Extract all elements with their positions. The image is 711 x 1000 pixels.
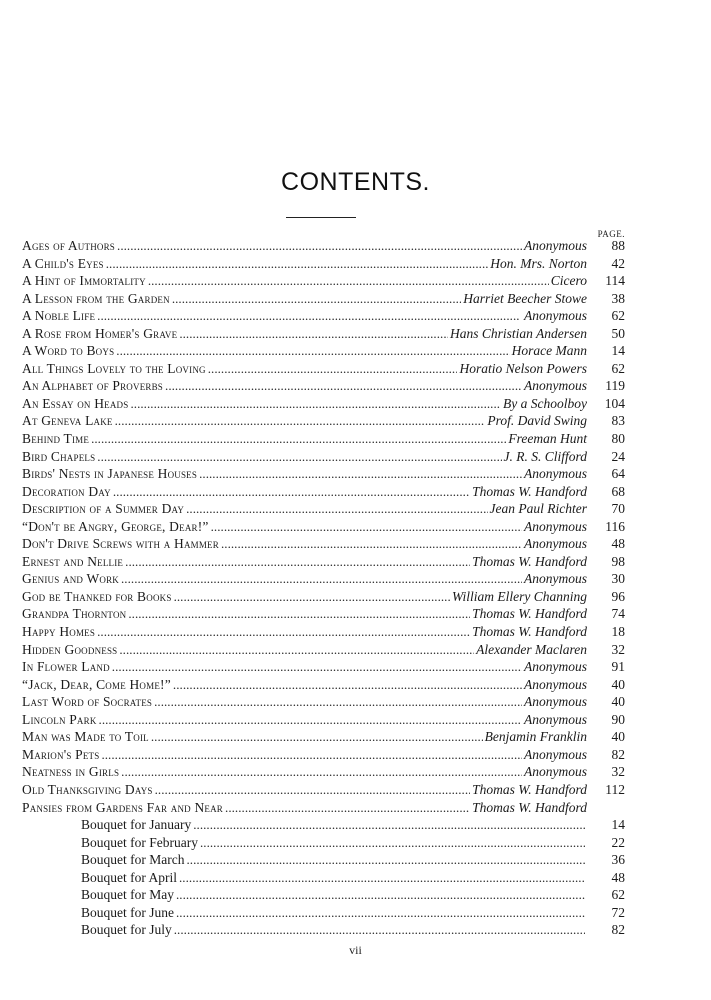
- dot-leader: [221, 535, 522, 553]
- toc-subentry: [22, 904, 625, 922]
- toc-entry: [22, 570, 625, 588]
- toc-entry: [22, 711, 625, 729]
- entry-title: Lincoln Park: [22, 711, 97, 727]
- entry-title: Happy Homes: [22, 624, 96, 640]
- toc-subentry: [22, 851, 625, 869]
- entry-title: Decoration Day: [22, 483, 111, 499]
- toc-entry: [22, 272, 625, 290]
- entry-title: Marion's Pets: [22, 746, 100, 762]
- entry-page-number: 32: [611, 764, 625, 780]
- entry-page-number: 91: [611, 659, 625, 675]
- page-column-label: PAGE.: [597, 229, 625, 239]
- dot-leader: [121, 570, 522, 588]
- toc-entry: [22, 360, 625, 378]
- entry-page-number: 83: [611, 413, 625, 429]
- entry-page-number: 40: [611, 729, 625, 745]
- entry-title: God be Thanked for Books: [22, 588, 172, 604]
- toc-subentry: [22, 834, 625, 852]
- entry-author: Horace Mann: [511, 343, 587, 359]
- entry-page-number: 72: [611, 904, 625, 920]
- toc-entry: [22, 518, 625, 536]
- dot-leader: [172, 290, 461, 308]
- table-of-contents: [22, 237, 625, 939]
- toc-entry: [22, 781, 625, 799]
- entry-title: Bouquet for February: [81, 834, 198, 850]
- entry-title: Ernest and Nellie: [22, 553, 124, 569]
- toc-entry: [22, 448, 625, 466]
- dot-leader: [115, 412, 486, 430]
- entry-page-number: 70: [611, 501, 625, 517]
- entry-page-number: 82: [611, 922, 625, 938]
- entry-title: “Jack, Dear, Come Home!”: [22, 676, 171, 692]
- entry-author: Benjamin Franklin: [484, 729, 587, 745]
- entry-author: Alexander Maclaren: [476, 641, 587, 657]
- dot-leader: [116, 342, 509, 360]
- entry-title: Genius and Work: [22, 571, 119, 587]
- dot-leader: [117, 237, 522, 255]
- entry-title: Behind Time: [22, 431, 90, 447]
- toc-entry: [22, 325, 625, 343]
- dot-leader: [154, 693, 522, 711]
- toc-entry: [22, 641, 625, 659]
- entry-author: Anonymous: [524, 536, 587, 552]
- dot-leader: [174, 588, 450, 606]
- entry-page-number: 18: [611, 624, 625, 640]
- toc-entry: [22, 255, 625, 273]
- dot-leader: [151, 728, 483, 746]
- entry-author: Harriet Beecher Stowe: [463, 290, 587, 306]
- toc-entry: [22, 763, 625, 781]
- entry-page-number: 14: [611, 817, 625, 833]
- entry-title: Don't Drive Screws with a Hammer: [22, 536, 219, 552]
- entry-title: Pansies from Gardens Far and Near: [22, 799, 224, 815]
- dot-leader: [106, 255, 488, 273]
- entry-page-number: 119: [605, 378, 625, 394]
- toc-entry: [22, 746, 625, 764]
- entry-page-number: 32: [611, 641, 625, 657]
- dot-leader: [97, 448, 501, 466]
- entry-page-number: 48: [611, 869, 625, 885]
- toc-entry: [22, 412, 625, 430]
- dot-leader: [179, 869, 585, 887]
- toc-entry: [22, 237, 625, 255]
- entry-author: Anonymous: [524, 694, 587, 710]
- entry-page-number: 104: [604, 395, 625, 411]
- toc-subentry: [22, 869, 625, 887]
- entry-author: Prof. David Swing: [487, 413, 587, 429]
- dot-leader: [113, 483, 470, 501]
- dot-leader: [125, 553, 470, 571]
- entry-title: All Things Lovely to the Loving: [22, 360, 206, 376]
- page-title: CONTENTS.: [281, 168, 430, 196]
- entry-page-number: 98: [611, 553, 625, 569]
- entry-author: William Ellery Channing: [452, 588, 587, 604]
- entry-page-number: 22: [611, 834, 625, 850]
- entry-author: Anonymous: [524, 659, 587, 675]
- entry-author: Anonymous: [524, 378, 587, 394]
- entry-page-number: 64: [611, 466, 625, 482]
- toc-entry: [22, 605, 625, 623]
- toc-entry: [22, 465, 625, 483]
- dot-leader: [155, 781, 470, 799]
- entry-author: Anonymous: [524, 466, 587, 482]
- page-number: vii: [349, 943, 362, 957]
- toc-entry: [22, 430, 625, 448]
- toc-entry: [22, 483, 625, 501]
- entry-title: Description of a Summer Day: [22, 501, 185, 517]
- dot-leader: [119, 641, 474, 659]
- entry-title: Bird Chapels: [22, 448, 96, 464]
- entry-page-number: 116: [605, 518, 625, 534]
- entry-author: Anonymous: [524, 711, 587, 727]
- entry-author: By a Schoolboy: [503, 395, 587, 411]
- entry-title: Grandpa Thornton: [22, 606, 127, 622]
- entry-page-number: 88: [611, 238, 625, 253]
- entry-page-number: 68: [611, 483, 625, 499]
- entry-author: J. R. S. Clifford: [503, 448, 587, 464]
- entry-author: Anonymous: [524, 308, 587, 324]
- entry-title: Bouquet for July: [81, 922, 172, 938]
- entry-author: Cicero: [550, 273, 587, 289]
- entry-page-number: 90: [611, 711, 625, 727]
- toc-entry: [22, 553, 625, 571]
- entry-author: Thomas W. Handford: [472, 799, 587, 815]
- toc-subentry: [22, 816, 625, 834]
- entry-author: Thomas W. Handford: [472, 606, 587, 622]
- title-divider: [286, 217, 356, 218]
- entry-title: An Alphabet of Proverbs: [22, 378, 164, 394]
- entry-page-number: 42: [611, 255, 625, 271]
- dot-leader: [121, 763, 522, 781]
- entry-title: An Essay on Heads: [22, 395, 129, 411]
- toc-entry: [22, 728, 625, 746]
- entry-page-number: 114: [605, 273, 625, 289]
- entry-author: Hans Christian Andersen: [449, 325, 587, 341]
- entry-page-number: 40: [611, 676, 625, 692]
- dot-leader: [173, 676, 522, 694]
- entry-author: Thomas W. Handford: [472, 483, 587, 499]
- toc-entry: [22, 693, 625, 711]
- toc-entry: [22, 500, 625, 518]
- entry-page-number: 80: [611, 431, 625, 447]
- dot-leader: [186, 500, 487, 518]
- dot-leader: [176, 904, 585, 922]
- entry-page-number: 30: [611, 571, 625, 587]
- dot-leader: [99, 711, 522, 729]
- entry-title: Man was Made to Toil: [22, 729, 149, 745]
- entry-title: A Hint of Immortality: [22, 273, 146, 289]
- entry-title: A Word to Boys: [22, 343, 115, 359]
- toc-entry: [22, 676, 625, 694]
- entry-page-number: 48: [611, 536, 625, 552]
- entry-author: Anonymous: [524, 764, 587, 780]
- entry-title: Birds' Nests in Japanese Houses: [22, 466, 198, 482]
- toc-entry: [22, 342, 625, 360]
- toc-entry: [22, 588, 625, 606]
- toc-entry: [22, 623, 625, 641]
- dot-leader: [148, 272, 549, 290]
- dot-leader: [130, 395, 501, 413]
- toc-entry: [22, 290, 625, 308]
- dot-leader: [179, 325, 448, 343]
- toc-entry: [22, 799, 625, 817]
- entry-page-number: 62: [611, 360, 625, 376]
- entry-title: A Child's Eyes: [22, 255, 104, 271]
- dot-leader: [101, 746, 522, 764]
- toc-entry: [22, 377, 625, 395]
- dot-leader: [91, 430, 506, 448]
- entry-author: Anonymous: [524, 518, 587, 534]
- dot-leader: [208, 360, 458, 378]
- entry-title: Last Word of Socrates: [22, 694, 153, 710]
- toc-subentry: [22, 886, 625, 904]
- entry-title: Old Thanksgiving Days: [22, 781, 153, 797]
- dot-leader: [225, 799, 470, 817]
- entry-title: A Lesson from the Garden: [22, 290, 170, 306]
- entry-page-number: 74: [611, 606, 625, 622]
- toc-entry: [22, 535, 625, 553]
- entry-page-number: 36: [611, 852, 625, 868]
- entry-author: Hon. Mrs. Norton: [490, 255, 587, 271]
- toc-entry: [22, 658, 625, 676]
- entry-page-number: 38: [611, 290, 625, 306]
- dot-leader: [193, 816, 585, 834]
- dot-leader: [174, 921, 585, 939]
- entry-title: A Noble Life: [22, 308, 96, 324]
- dot-leader: [176, 886, 585, 904]
- entry-title: Bouquet for June: [81, 904, 174, 920]
- toc-subentry: [22, 921, 625, 939]
- entry-author: Jean Paul Richter: [489, 501, 587, 517]
- dot-leader: [97, 623, 470, 641]
- entry-page-number: 50: [611, 325, 625, 341]
- entry-page-number: 112: [605, 781, 625, 797]
- entry-title: In Flower Land: [22, 659, 110, 675]
- dot-leader: [211, 518, 522, 536]
- entry-author: Anonymous: [524, 571, 587, 587]
- entry-title: Bouquet for March: [81, 852, 185, 868]
- toc-entry: [22, 395, 625, 413]
- entry-page-number: 24: [611, 448, 625, 464]
- entry-page-number: 62: [611, 887, 625, 903]
- dot-leader: [186, 851, 585, 869]
- entry-page-number: 40: [611, 694, 625, 710]
- entry-page-number: 96: [611, 588, 625, 604]
- dot-leader: [97, 307, 522, 325]
- entry-author: Freeman Hunt: [508, 431, 587, 447]
- entry-author: Anonymous: [524, 676, 587, 692]
- entry-page-number: 14: [611, 343, 625, 359]
- entry-title: Ages of Authors: [22, 238, 116, 253]
- entry-title: “Don't be Angry, George, Dear!”: [22, 518, 209, 534]
- entry-page-number: 82: [611, 746, 625, 762]
- dot-leader: [165, 377, 522, 395]
- dot-leader: [112, 658, 522, 676]
- entry-title: Bouquet for January: [81, 817, 192, 833]
- entry-title: A Rose from Homer's Grave: [22, 325, 178, 341]
- entry-author: Thomas W. Handford: [472, 781, 587, 797]
- dot-leader: [199, 465, 522, 483]
- entry-author: Thomas W. Handford: [472, 624, 587, 640]
- dot-leader: [128, 605, 470, 623]
- entry-title: Hidden Goodness: [22, 641, 118, 657]
- entry-title: Neatness in Girls: [22, 764, 120, 780]
- entry-title: At Geneva Lake: [22, 413, 113, 429]
- dot-leader: [200, 834, 585, 852]
- toc-entry: [22, 307, 625, 325]
- entry-author: Anonymous: [524, 746, 587, 762]
- entry-author: Thomas W. Handford: [472, 553, 587, 569]
- entry-author: Anonymous: [524, 238, 587, 253]
- entry-title: Bouquet for April: [81, 869, 177, 885]
- entry-title: Bouquet for May: [81, 887, 174, 903]
- entry-page-number: 62: [611, 308, 625, 324]
- entry-author: Horatio Nelson Powers: [459, 360, 587, 376]
